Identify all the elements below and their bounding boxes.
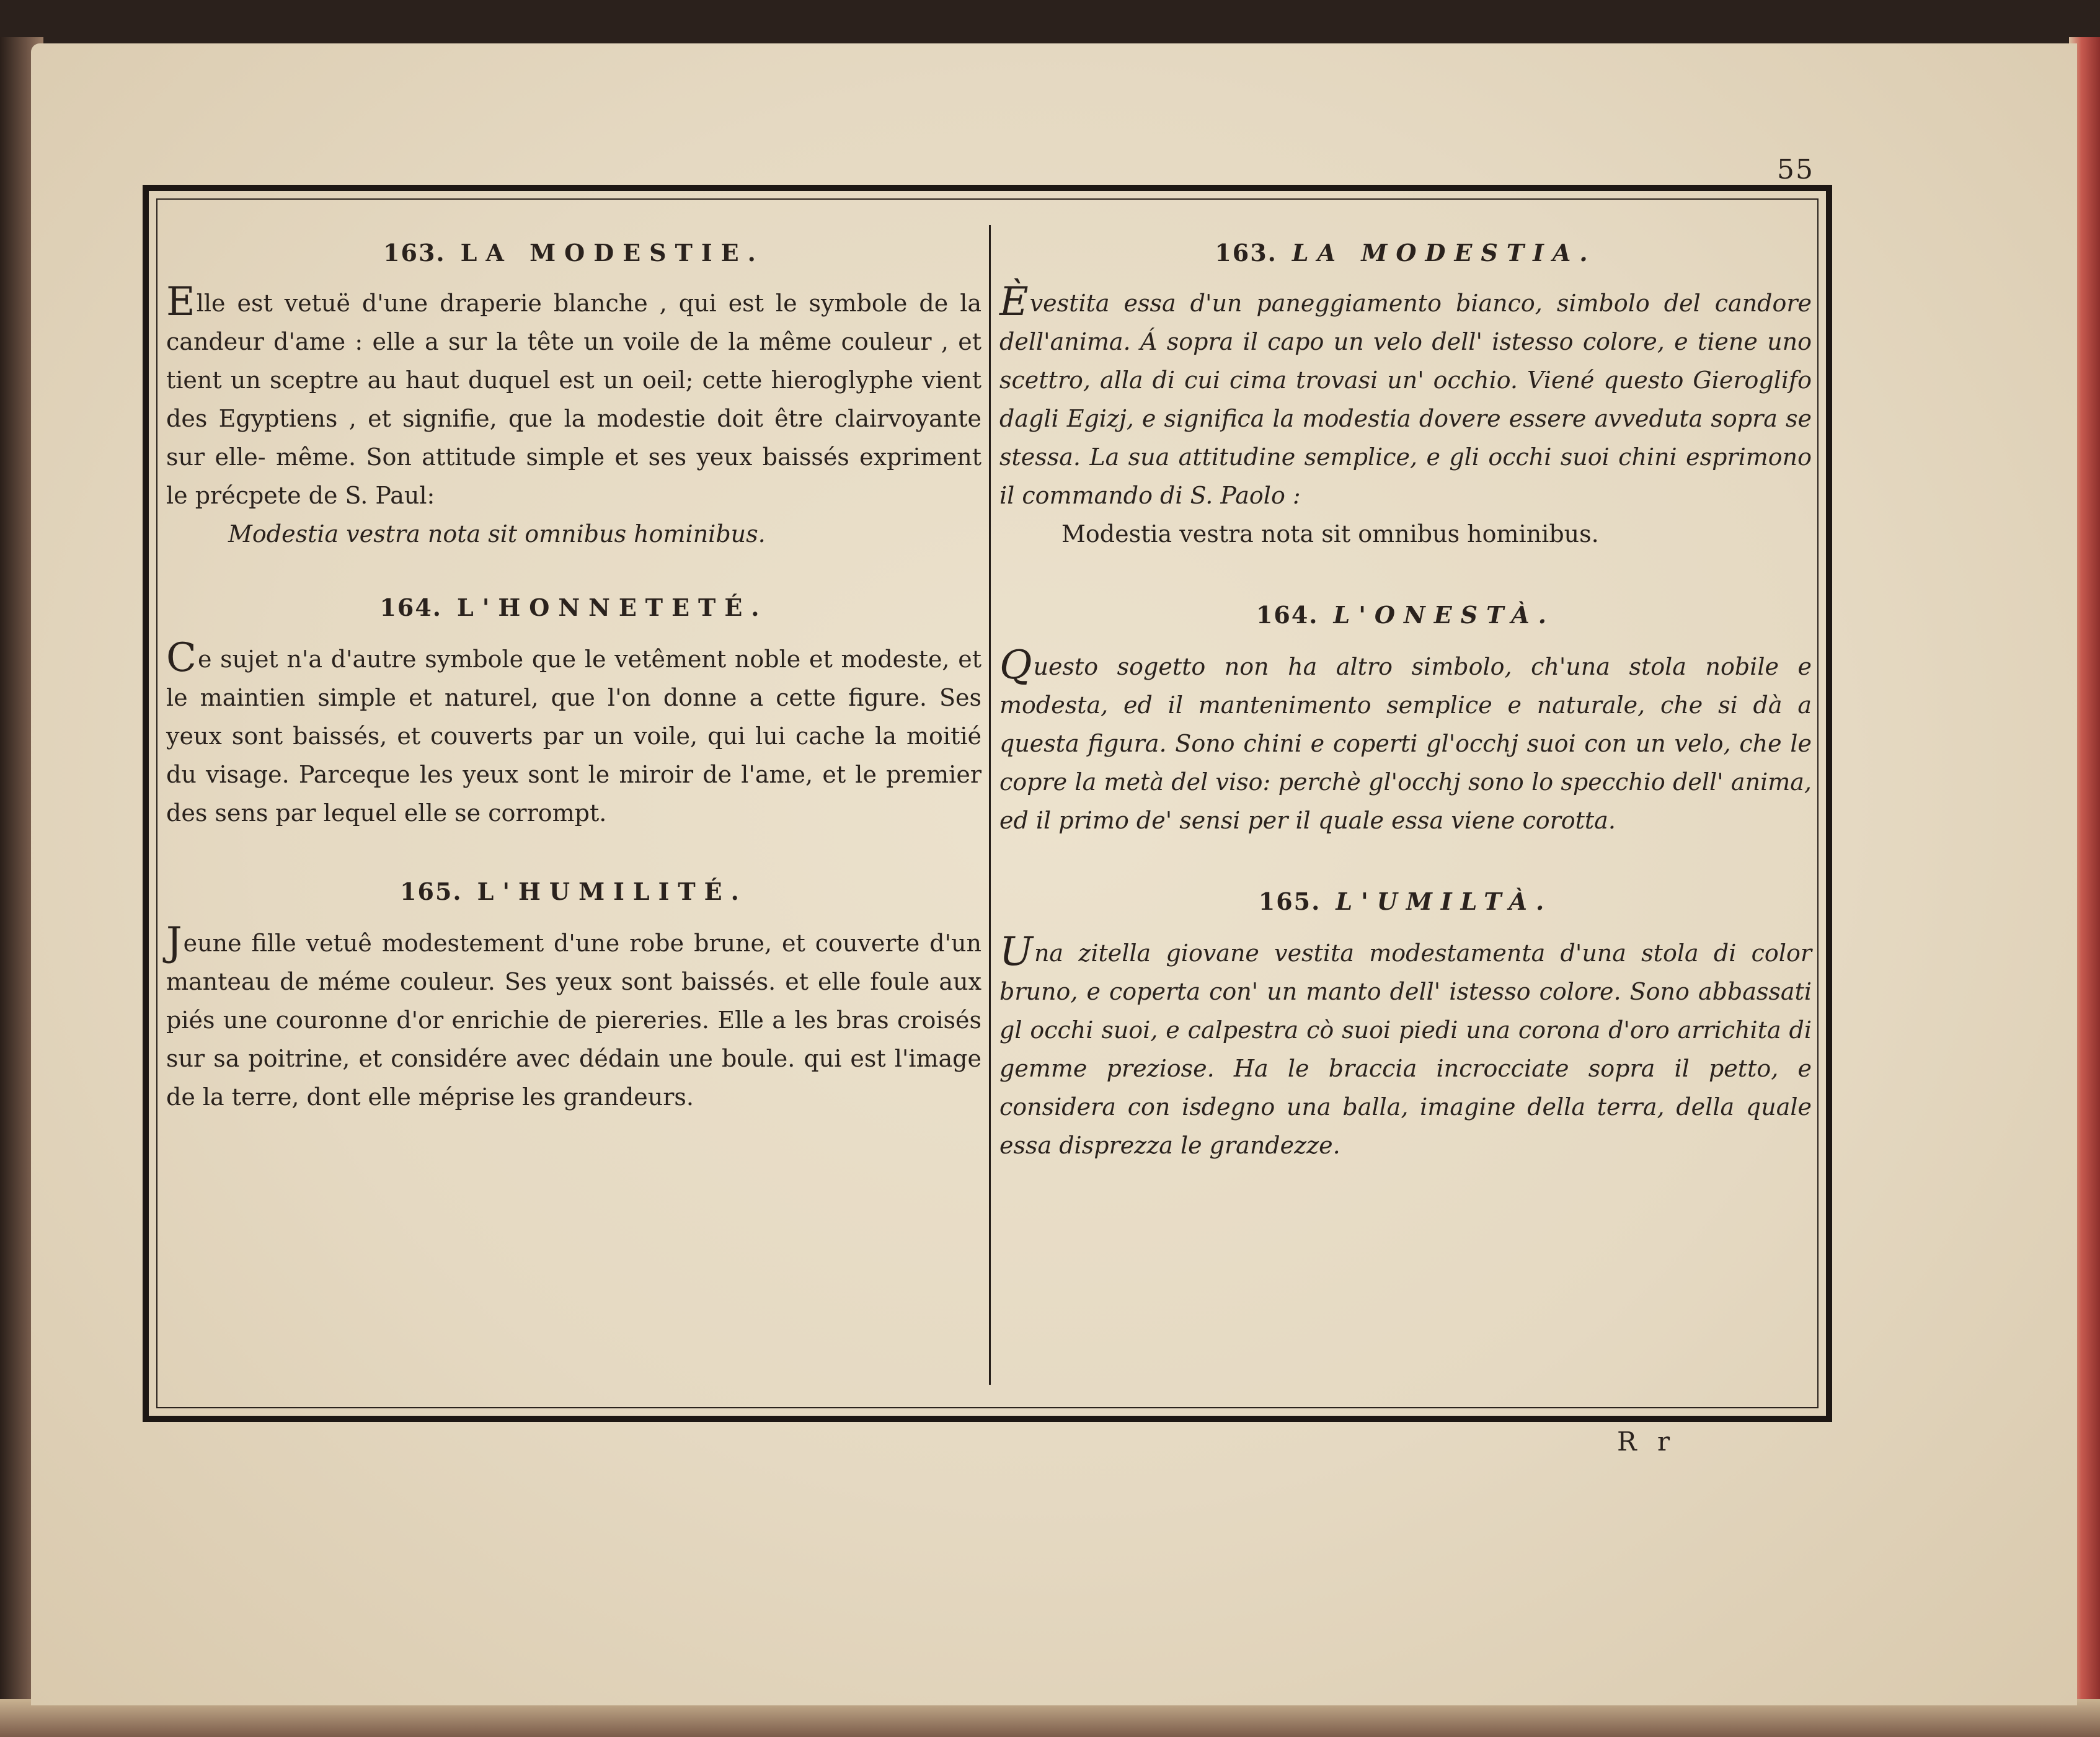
entry-163-italian xyxy=(999,234,1812,553)
entry-165-french xyxy=(166,873,981,1116)
body-text: lle est vetuë d'une draperie blanche , qui est le symbole de la candeur d'ame : elle a sur la tête un voile de la même couleur , et tient un sceptre au haut duquel est un oeil; cette hieroglyphe vient des Egyptiens , et signifie, que la modestie doit être clairvoyante sur elle- même. Son attitude simple et ses yeux baissés expriment le précpete de S. Paul: xyxy=(166,290,981,509)
drop-cap: U xyxy=(999,929,1033,975)
section-body xyxy=(999,929,1812,1165)
page-number: 55 xyxy=(1777,154,1814,185)
section-title: L'HUMILITÉ. xyxy=(477,877,748,905)
section-heading xyxy=(999,234,1812,272)
section-number: 163. xyxy=(383,239,446,267)
section-heading xyxy=(166,589,981,626)
latin-quotation: Modestia vestra nota sit omnibus hominibus. xyxy=(1061,520,1599,548)
section-number: 164. xyxy=(1256,601,1319,629)
section-number: 165. xyxy=(400,877,463,905)
section-title: LA MODESTIE. xyxy=(460,239,764,267)
section-heading xyxy=(166,234,981,272)
section-body xyxy=(999,642,1812,840)
body-text: na zitella giovane vestita modestamenta d'una stola di color bruno, e coperta con' un manto dell' istesso colore. Sono abbassati gl occhi suoi, e calpestra cò suoi piedi una corona d'oro arrichita di gemme preziose. Ha le braccia incrocciate sopra il petto, e considera con isdegno una balla, imagine della terra, della quale essa disprezza le grandezze. xyxy=(999,940,1812,1159)
entry-163-french xyxy=(166,234,981,553)
section-body xyxy=(999,279,1812,515)
column-divider xyxy=(989,225,991,1385)
body-text: vestita essa d'un paneggiamento bianco, simbolo del candore dell'anima. Á sopra il capo un velo dell' istesso colore, e tiene uno scettro, alla di cui cima trovasi un' occhio. Viené questo Gieroglifo dagli Egizj, e significa la modestia dovere essere avveduta sopra se stessa. La sua attitudine semplice, e gli occhi suoi chini esprimono il commando di S. Paolo : xyxy=(999,290,1812,509)
section-body xyxy=(166,635,981,832)
body-text: e sujet n'a d'autre symbole que le vetêment noble et modeste, et le maintien simple et naturel, que l'on donne a cette figure. Ses yeux sont baissés, et couverts par un voile, qui lui cache la moitié du visage. Parceque les yeux sont le miroir de l'ame, et le premier des sens par lequel elle se corrompt. xyxy=(166,646,981,827)
section-heading xyxy=(166,873,981,910)
body-text: eune fille vetuê modestement d'une robe brune, et couverte d'un manteau de méme couleur. Ses yeux sont baissés. et elle foule aux piés une couronne d'or enrichie de piereries. Elle a les bras croisés sur sa poitrine, et considére avec dédain une boule. qui est l'image de la terre, dont elle méprise les grandeurs. xyxy=(166,930,981,1111)
scan-top-background xyxy=(0,0,2100,50)
section-body xyxy=(166,279,981,515)
section-title: L'UMILTÀ. xyxy=(1336,887,1553,915)
drop-cap: È xyxy=(999,279,1029,325)
section-body xyxy=(166,919,981,1116)
section-title: L'HONNETETÉ. xyxy=(457,593,768,621)
signature-mark: R r xyxy=(1617,1426,1677,1457)
section-title: L'ONESTÀ. xyxy=(1333,601,1556,629)
drop-cap: C xyxy=(166,635,197,681)
section-number: 164. xyxy=(379,593,443,621)
entry-165-italian xyxy=(999,883,1812,1165)
french-column xyxy=(166,234,981,1116)
body-text: uesto sogetto non ha altro simbolo, ch'una stola nobile e modesta, ed il mantenimento semplice e naturale, che si dà a questa figura. Sono chini e coperti gl'occhj suoi con un velo, che le copre la metà del viso: perchè gl'occhj sono lo specchio dell' anima, ed il primo de' sensi per il quale essa viene corotta. xyxy=(999,653,1812,834)
drop-cap: J xyxy=(166,919,182,965)
entry-164-italian xyxy=(999,597,1812,840)
italian-column xyxy=(999,234,1812,1165)
section-title: LA MODESTIA. xyxy=(1291,239,1597,267)
entry-164-french xyxy=(166,589,981,832)
section-heading xyxy=(999,597,1812,634)
section-heading xyxy=(999,883,1812,920)
text-frame xyxy=(143,185,1832,1422)
latin-quotation: Modestia vestra nota sit omnibus hominibus. xyxy=(228,520,766,548)
drop-cap: E xyxy=(166,279,195,325)
drop-cap: Q xyxy=(999,642,1032,688)
section-number: 163. xyxy=(1215,239,1277,267)
section-number: 165. xyxy=(1258,887,1321,915)
